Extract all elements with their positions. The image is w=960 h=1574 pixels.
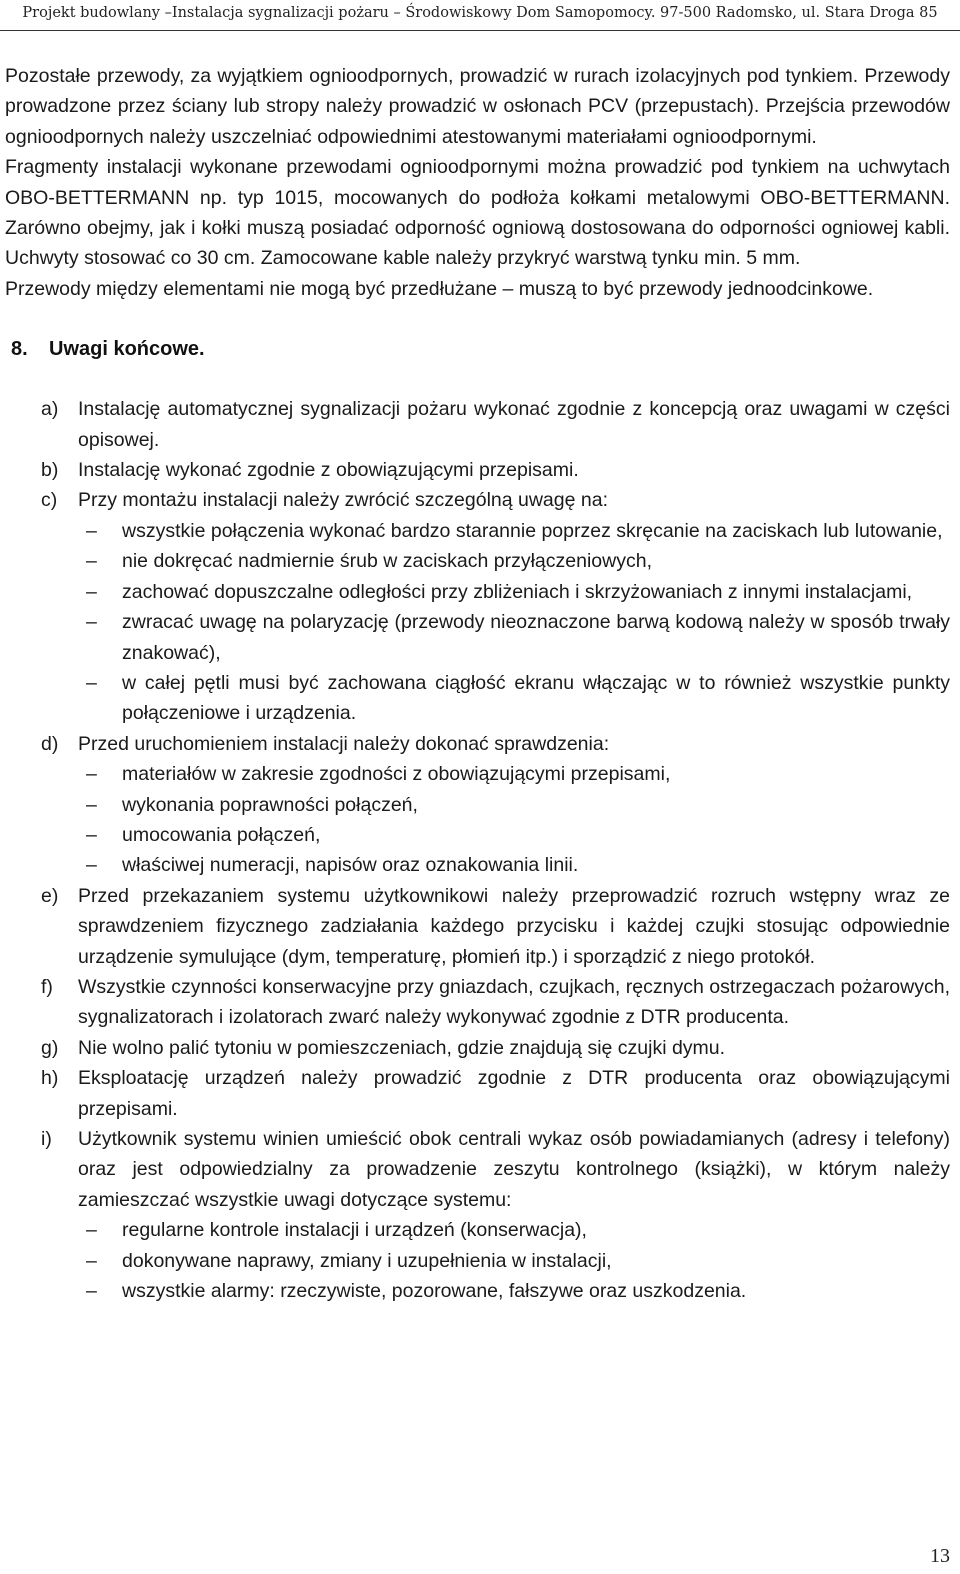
list-item-marker: d) [41, 732, 59, 755]
body-paragraph: Przewody między elementami nie mogą być przedłużane – muszą to być przewody jednoodcinkowe. [5, 277, 874, 300]
list-item [5, 972, 950, 1033]
dash-sublist [78, 516, 950, 729]
sublist-item-text: dokonywane naprawy, zmiany i uzupełnienia w instalacji, [122, 1249, 612, 1272]
dash-bullet: – [86, 1249, 97, 1272]
sublist-item [78, 1246, 950, 1276]
dash-bullet: – [86, 823, 97, 846]
list-item-marker: h) [41, 1067, 59, 1090]
dash-sublist [78, 1215, 950, 1306]
page-header: Projekt budowlany –Instalacja sygnalizacji pożaru – Środowiskowy Dom Samopomocy. 97-500 Radomsko, ul. Stara Droga 85 [22, 5, 938, 21]
remarks-list [5, 394, 950, 1306]
dash-bullet: – [86, 854, 97, 877]
list-item-text: Przy montażu instalacji należy zwrócić szczególną uwagę na: [78, 489, 608, 512]
dash-bullet: – [86, 611, 97, 634]
body-paragraph: Fragmenty instalacji wykonane przewodami ognioodpornymi można prowadzić pod tynkiem na uchwytach OBO-BETTERMANN np. typ 1015, mocowanych do podłoża kołkami metalowymi OBO-BETTERMANN. Zarówno obejmy, jak i kołki muszą posiadać odporność ogniową dostosowana do odporności ogniowej kabli. Uchwyty stosować co 30 cm. Zamocowane kable należy przykryć warstwą tynku min. 5 mm. [5, 156, 950, 270]
sublist-item-text: zwracać uwagę na polaryzację (przewody nieoznaczone barwą kodową należy w sposób trwały znakować), [122, 611, 950, 664]
dash-sublist [78, 759, 950, 881]
sublist-item-text: właściwej numeracji, napisów oraz oznakowania linii. [122, 854, 579, 877]
section-title: Uwagi końcowe. [49, 338, 205, 361]
body-paragraph: Pozostałe przewody, za wyjątkiem ognioodpornych, prowadzić w rurach izolacyjnych pod tynkiem. Przewody prowadzone przez ściany lub stropy należy prowadzić w osłonach PCV (przepustach). Przejścia przewodów ognioodpornych należy uszczelniać odpowiednimi atestowanymi materiałami ognioodpornymi. [5, 65, 950, 148]
sublist-item [78, 607, 950, 668]
list-item-text: Eksploatację urządzeń należy prowadzić zgodnie z DTR producenta oraz obowiązującymi przepisami. [78, 1067, 950, 1120]
list-item [5, 485, 950, 728]
list-item-text: Przed uruchomieniem instalacji należy dokonać sprawdzenia: [78, 732, 610, 755]
sublist-item-text: umocowania połączeń, [122, 823, 321, 846]
page-number: 13 [930, 1545, 950, 1567]
dash-bullet: – [86, 793, 97, 816]
list-item [5, 1033, 950, 1063]
list-item-marker: b) [41, 459, 59, 482]
section-heading [11, 334, 950, 364]
sublist-item-text: wszystkie połączenia wykonać bardzo starannie poprzez skręcanie na zaciskach lub lutowanie, [122, 519, 943, 542]
dash-bullet: – [86, 1280, 97, 1303]
dash-bullet: – [86, 519, 97, 542]
sublist-item [78, 546, 950, 576]
list-item [5, 1063, 950, 1124]
sublist-item [78, 577, 950, 607]
sublist-item [78, 1215, 950, 1245]
dash-bullet: – [86, 550, 97, 573]
list-item-marker: e) [41, 884, 59, 907]
list-item-text: Instalację wykonać zgodnie z obowiązującymi przepisami. [78, 459, 579, 482]
document-body [5, 61, 950, 1306]
sublist-item-text: zachować dopuszczalne odległości przy zbliżeniach i skrzyżowaniach z innymi instalacjami, [122, 580, 913, 603]
list-item-marker: a) [41, 398, 59, 421]
sublist-item-text: nie dokręcać nadmiernie śrub w zaciskach przyłączeniowych, [122, 550, 652, 573]
sublist-item [78, 759, 950, 789]
dash-bullet: – [86, 1219, 97, 1242]
list-item [5, 394, 950, 455]
sublist-item-text: w całej pętli musi być zachowana ciągłość ekranu włączając w to również wszystkie punkty połączeniowe i urządzenia. [122, 671, 950, 725]
sublist-item-text: regularne kontrole instalacji i urządzeń (konserwacja), [122, 1219, 587, 1242]
sublist-item [78, 516, 950, 546]
list-item-text: Wszystkie czynności konserwacyjne przy gniazdach, czujkach, ręcznych ostrzegaczach pożarowych, sygnalizatorach i izolatorach zwarć należy wykonywać zgodnie z DTR producenta. [78, 975, 950, 1029]
list-item-marker: c) [41, 489, 58, 512]
sublist-item-text: wszystkie alarmy: rzeczywiste, pozorowane, fałszywe oraz uszkodzenia. [122, 1280, 747, 1303]
list-item-marker: i) [41, 1128, 52, 1150]
list-item [5, 881, 950, 972]
list-item [5, 455, 950, 485]
sublist-item [78, 1276, 950, 1306]
sublist-item [78, 668, 950, 729]
list-item-text: Przed przekazaniem systemu użytkownikowi należy przeprowadzić rozruch wstępny wraz ze sprawdzeniem fizycznego zadziałania każdego przycisku i każdej czujki stosując odpowiednie urządzenie symulujące (dym, temperaturę, płomień itp.) i sporządzić z niego protokół. [78, 884, 950, 968]
sublist-item [78, 790, 950, 820]
dash-bullet: – [86, 763, 97, 786]
list-item-text: Instalację automatycznej sygnalizacji pożaru wykonać zgodnie z koncepcją oraz uwagami w części opisowej. [78, 398, 950, 451]
dash-bullet: – [86, 671, 97, 694]
list-item [5, 729, 950, 881]
list-item [5, 1124, 950, 1306]
list-item-marker: g) [41, 1036, 59, 1059]
header-divider [0, 30, 960, 31]
sublist-item-text: materiałów w zakresie zgodności z obowiązującymi przepisami, [122, 763, 671, 786]
section-number: 8. [11, 338, 28, 361]
list-item-text: Nie wolno palić tytoniu w pomieszczeniach, gdzie znajdują się czujki dymu. [78, 1036, 726, 1059]
sublist-item [78, 820, 950, 850]
sublist-item [78, 850, 950, 880]
sublist-item-text: wykonania poprawności połączeń, [122, 793, 418, 816]
list-item-marker: f) [41, 975, 53, 998]
list-item-text: Użytkownik systemu winien umieścić obok centrali wykaz osób powiadamianych (adresy i telefony) oraz jest odpowiedzialny za prowadzenie zeszytu kontrolnego (książki), w którym należy zamieszczać wszystkie uwagi dotyczące systemu: [78, 1128, 950, 1211]
dash-bullet: – [86, 580, 97, 603]
